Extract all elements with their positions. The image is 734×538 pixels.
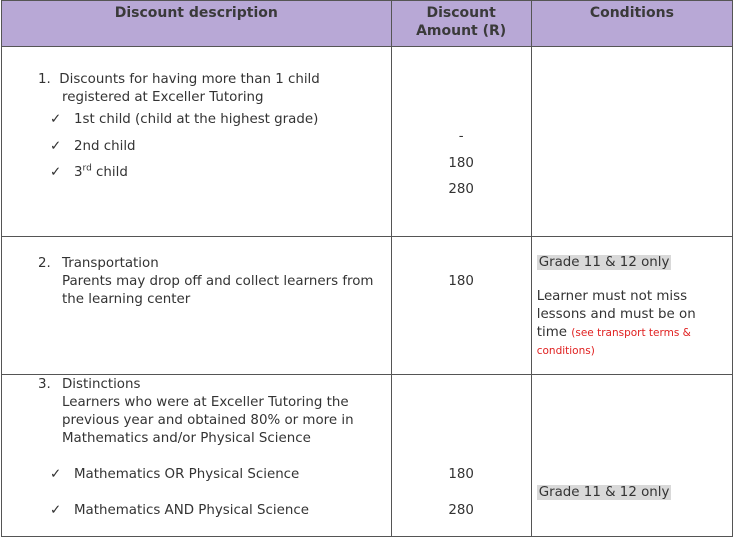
amount-value: 180 (448, 155, 474, 171)
header-row (2, 1, 733, 47)
amount-value: 280 (448, 503, 474, 518)
row3-description (2, 375, 392, 537)
row3-amounts (391, 375, 531, 537)
list-item (2, 502, 391, 520)
amount-value: 280 (448, 182, 474, 197)
checkmark-icon: ✓ (50, 138, 62, 154)
row3-number: 3. (38, 377, 51, 392)
list-item-label: Mathematics AND Physical Science (74, 503, 309, 518)
list-item-label: Mathematics OR Physical Science (74, 467, 300, 482)
row2-description (2, 237, 392, 375)
checkmark-icon: ✓ (50, 112, 62, 127)
checkmark-icon: ✓ (50, 467, 62, 482)
checkmark-icon: ✓ (50, 165, 62, 180)
table-row (2, 237, 733, 375)
row2-desc: Parents may drop off and collect learners from the learning center (62, 274, 374, 307)
row1-number: 1. (38, 72, 51, 87)
row3-title: Distinctions (62, 377, 141, 392)
header-description: Discount description (2, 1, 392, 47)
row1-description (2, 47, 392, 237)
table-row (2, 47, 733, 237)
list-item-label: 2nd child (74, 138, 136, 154)
checkmark-icon: ✓ (50, 503, 62, 518)
list-item-label: 3rd child (74, 163, 128, 180)
condition-text: Learner must not miss lessons and must be on time (536, 289, 696, 340)
amount-value: 180 (448, 467, 474, 482)
amount-value: - (458, 129, 464, 144)
list-item (2, 466, 391, 484)
list-item (2, 134, 391, 161)
discount-table (1, 0, 733, 537)
list-item (2, 107, 391, 134)
row1-conditions (531, 47, 732, 237)
transport-terms-note: (see transport terms & conditions) (536, 327, 691, 357)
condition-highlight: Grade 11 & 12 only (538, 485, 670, 500)
row3-conditions (531, 375, 732, 537)
header-amount: Discount Amount (R) (391, 1, 531, 47)
row1-title: Discounts for having more than 1 child (59, 72, 320, 87)
list-item (2, 160, 391, 187)
row2-number: 2. (38, 256, 51, 271)
row2-conditions (531, 237, 732, 375)
list-item-label: 1st child (child at the highest grade) (74, 112, 319, 127)
row3-desc: Learners who were at Exceller Tutoring the previous year and obtained 80% or more in Mathematics and/or Physical Science (62, 395, 354, 446)
row2-title: Transportation (62, 256, 159, 271)
condition-highlight: Grade 11 & 12 only (538, 255, 670, 270)
row1-amounts (391, 47, 531, 237)
amount-value: 180 (448, 274, 474, 289)
header-conditions: Conditions (531, 1, 732, 47)
table-row (2, 375, 733, 537)
row1-title-line2: registered at Exceller Tutoring (62, 90, 264, 105)
row2-amount (391, 237, 531, 375)
